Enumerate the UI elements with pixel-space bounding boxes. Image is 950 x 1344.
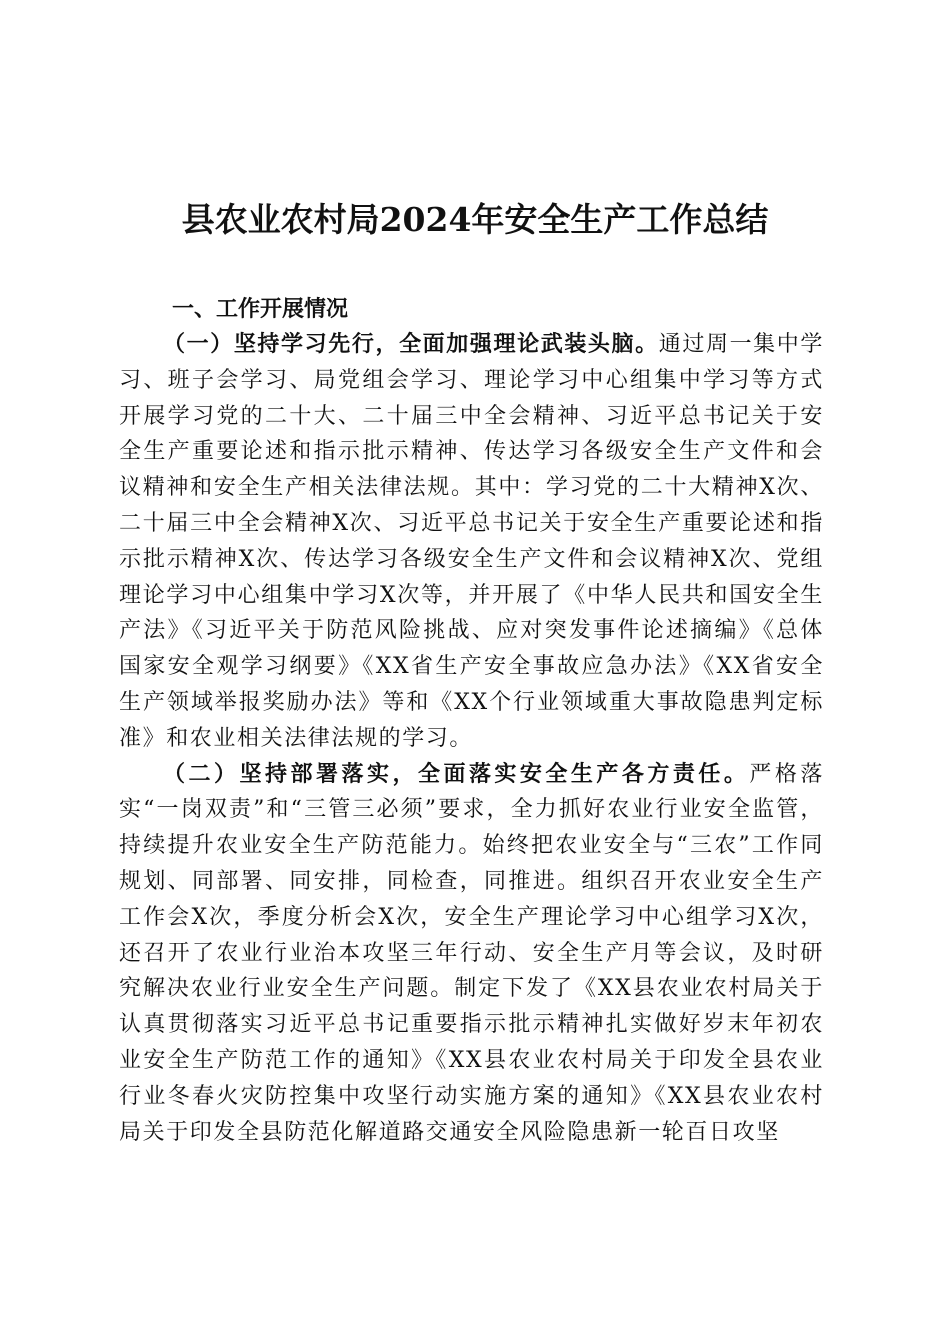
document-body (119, 327, 824, 1150)
document-title: 县农业农村局2024年安全生产工作总结 (181, 200, 769, 239)
paragraph-1-text: 通过周一集中学习、班子会学习、局党组会学习、理论学习中心组集中学习等方式开展学习党的二十大、二十届三中全会精神、习近平总书记关于安全生产重要论述和指示批示精神、传达学习各级安全生产文件和会议精神和安全生产相关法律法规。其中：学习党的二十大精神X次、二十届三中全会精神X次、习近平总书记关于安全生产重要论述和指示批示精神X次、传达学习各级安全生产文件和会议精神X次、党组理论学习中心组集中学习X次等，并开展了《中华人民共和国安全生产法》《习近平关于防范风险挑战、应对突发事件论述摘编》《总体国家安全观学习纲要》《XX省生产安全事故应急办法》《XX省安全生产领域举报奖励办法》等和《XX个行业领域重大事故隐患判定标准》和农业相关法律法规的学习。 (119, 332, 824, 751)
section-heading: 一、工作开展情况 (172, 297, 349, 322)
paragraph-2-text: 严格落实“一岗双责”和“三管三必须”要求，全力抓好农业行业安全监管，持续提升农业安全生产防范能力。始终把农业安全与“三农”工作同规划、同部署、同安排，同检查，同推进。组织召开农业安全生产工作会X次，季度分析会X次，安全生产理论学习中心组学习X次，还召开了农业行业治本攻坚三年行动、安全生产月等会议，及时研究解决农业行业安全生产问题。制定下发了《XX县农业农村局关于认真贯彻落实习近平总书记重要指示批示精神扎实做好岁末年初农业安全生产防范工作的通知》《XX县农业农村局关于印发全县农业行业冬春火灾防控集中攻坚行动实施方案的通知》《XX县农业农村局关于印发全县防范化解道路交通安全风险隐患新一轮百日攻坚 (119, 761, 824, 1145)
paragraph-1-lead: （一）坚持学习先行，全面加强理论武装头脑。 (163, 331, 659, 357)
paragraph-2 (119, 757, 824, 1151)
paragraph-1 (119, 327, 824, 757)
paragraph-2-lead: （二）坚持部署落实，全面落实安全生产各方责任。 (163, 760, 750, 787)
